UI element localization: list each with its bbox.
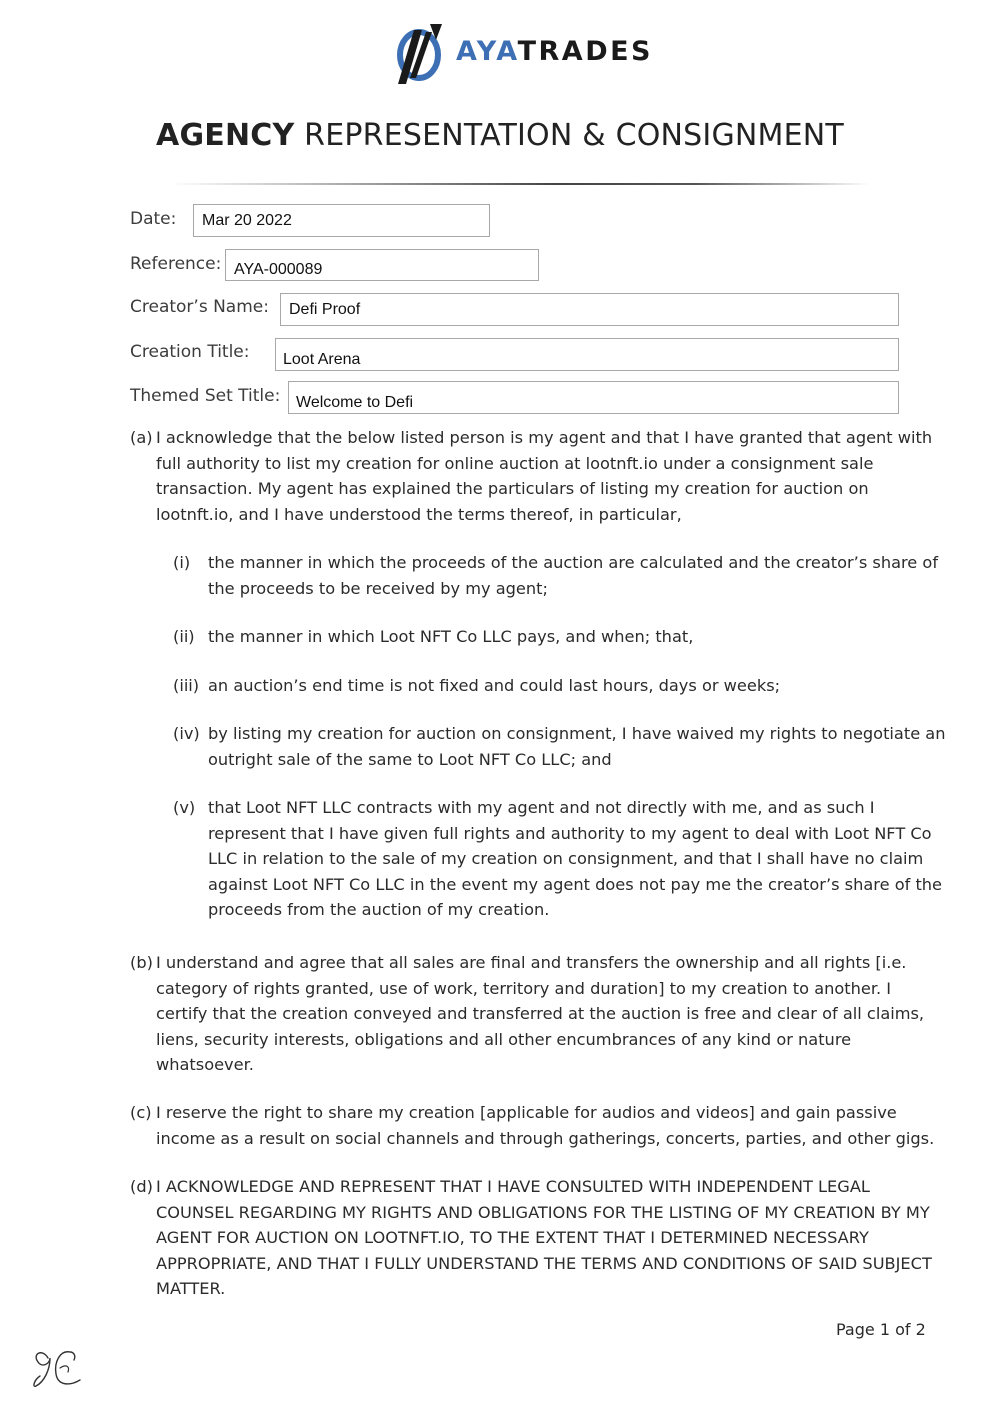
- themed-set-title-value: Welcome to Defi: [296, 394, 414, 411]
- creator-name-field[interactable]: [280, 293, 899, 326]
- item-marker: (iv): [173, 724, 200, 743]
- title-rest-part: REPRESENTATION & CONSIGNMENT: [294, 118, 844, 153]
- title-divider: [170, 183, 870, 185]
- signature-initials: [30, 1344, 94, 1392]
- item-text: the manner in which Loot NFT Co LLC pays, and when; that,: [208, 627, 694, 646]
- clause-text: I understand and agree that all sales are final and transfers the ownership and all rights [i.e. category of rights granted, use of work, territory and duration] to my creation to another. I certify that the creation conveyed and transferred at the auction is free and clear of all claims, liens, security interests, obligations and all other encumbrances of any kind or nature whatsoever.: [156, 953, 925, 1074]
- item-text: by listing my creation for auction on consignment, I have waived my rights to negotiate an outright sale of the same to Loot NFT Co LLC; and: [208, 724, 946, 769]
- logo-wordmark-trades: TRADES: [517, 36, 653, 67]
- clause-text: I ACKNOWLEDGE AND REPRESENT THAT I HAVE CONSULTED WITH INDEPENDENT LEGAL COUNSEL REGARDING MY RIGHTS AND OBLIGATIONS FOR THE LISTING OF MY CREATION BY MY AGENT FOR AUCTION ON LOOTNFT.IO, TO THE EXTENT THAT I DETERMINED NECESSARY APPROPRIATE, AND THAT I FULLY UNDERSTAND THE TERMS AND CONDITIONS OF SAID SUBJECT MATTER.: [156, 1177, 932, 1298]
- creator-name-value: Defi Proof: [289, 301, 361, 318]
- item-marker: (ii): [173, 627, 195, 646]
- page-number: Page 1 of 2: [836, 1320, 926, 1339]
- creation-title-field[interactable]: [275, 338, 899, 371]
- clause-marker: (b): [130, 953, 153, 972]
- logo-mark-icon: [392, 22, 452, 86]
- creation-title-label: Creation Title:: [130, 342, 250, 362]
- clause-marker: (a): [130, 428, 153, 447]
- item-marker: (iii): [173, 676, 200, 695]
- themed-set-title-label: Themed Set Title:: [130, 386, 281, 406]
- logo-wordmark: [456, 36, 653, 67]
- date-field[interactable]: [193, 204, 490, 237]
- item-marker: (i): [173, 553, 191, 572]
- reference-field[interactable]: [225, 249, 539, 281]
- logo-wordmark-aya: AYA: [456, 36, 518, 67]
- reference-label: Reference:: [130, 254, 222, 274]
- clause-text: I acknowledge that the below listed person is my agent and that I have granted that agent with full authority to list my creation for online auction at lootnft.io under a consignment sale transaction. My agent has explained the particulars of listing my creation for auction on lootnft.io, and I have understood the terms thereof, in particular,: [156, 428, 933, 524]
- reference-value: AYA-000089: [234, 261, 323, 278]
- clause-text: I reserve the right to share my creation [applicable for audios and videos] and gain passive income as a result on social channels and through gatherings, concerts, parties, and other gigs.: [156, 1103, 935, 1148]
- creator-name-label: Creator’s Name:: [130, 297, 269, 317]
- item-text: the manner in which the proceeds of the auction are calculated and the creator’s share of the proceeds to be received by my agent;: [208, 553, 939, 598]
- item-text: an auction’s end time is not fixed and could last hours, days or weeks;: [208, 676, 781, 695]
- item-marker: (v): [173, 798, 196, 817]
- themed-set-title-field[interactable]: [288, 381, 899, 414]
- item-text: that Loot NFT LLC contracts with my agent and not directly with me, and as such I represent that I have given full rights and authority to my agent to deal with Loot NFT Co LLC in relation to the sale of my creation on consignment, and that I shall have no claim against Loot NFT Co LLC in the event my agent does not pay me the creator’s share of the proceeds from the auction of my creation.: [208, 798, 943, 919]
- date-value: Mar 20 2022: [202, 212, 292, 229]
- title-bold-part: AGENCY: [156, 118, 295, 153]
- company-logo: [392, 22, 662, 86]
- clause-marker: (c): [130, 1103, 152, 1122]
- document-title: [0, 118, 1000, 153]
- date-label: Date:: [130, 209, 177, 229]
- creation-title-value: Loot Arena: [283, 351, 361, 368]
- clause-marker: (d): [130, 1177, 153, 1196]
